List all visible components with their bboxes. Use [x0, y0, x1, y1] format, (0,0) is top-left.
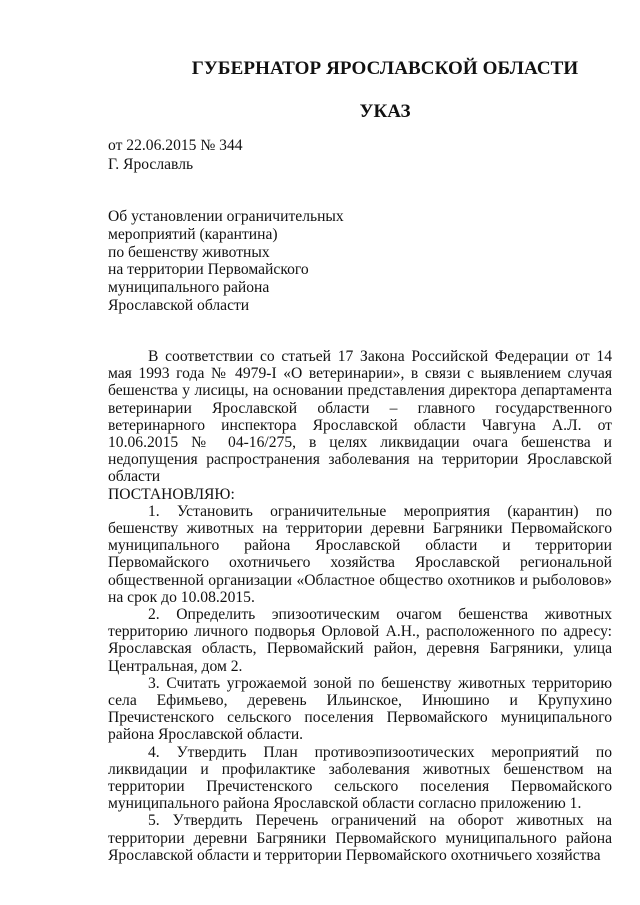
subject-line: Об установлении ограничительных	[108, 208, 344, 225]
subject-line: по бешенству животных	[108, 243, 270, 261]
document-header-title: ГУБЕРНАТОР ЯРОСЛАВСКОЙ ОБЛАСТИ	[191, 58, 579, 79]
subject-line: на территории Первомайского	[108, 261, 309, 279]
decree-subject	[108, 208, 508, 315]
document-meta	[108, 137, 508, 174]
subject-line: муниципального района	[108, 279, 270, 297]
subject-line: мероприятий (карантина)	[108, 225, 278, 243]
decree-body	[108, 348, 612, 864]
city: Г. Ярославль	[108, 155, 194, 173]
preamble-paragraph: В соответствии со статьей 17 Закона Российской Федерации от 14 мая 1993 года № 4979-I «О ветеринарии», в связи с выявлением случая бешенства у лисицы, на основании представления директора департамента ветеринарии Ярославской области – главного государственного ветеринарного инспектора Ярославской области Чавгуна А.Л. от 10.06.2015 № 04-16/275, в целях ликвидации очага бешенства и недопущения распространения заболевания на территории Ярославской области	[108, 348, 612, 486]
decree-item: 1. Установить ограничительные мероприятия (карантин) по бешенству животных на территории деревни Багряники Первомайского муниципального района Ярославской области и территории Первомайского охотничьего хозяйства Ярославской региональной общественной организации «Областное общество охотников и рыболовов» на срок до 10.08.2015.	[108, 502, 612, 606]
document-type: УКАЗ	[359, 101, 411, 122]
decree-item: 3. Считать угрожаемой зоной по бешенству животных территорию села Ефимьево, деревень Ильинское, Инюшино и Крупухино Пречистенского сельского поселения Первомайского муниципального района Ярославской области.	[108, 674, 612, 744]
date-and-number: от 22.06.2015 № 344	[108, 137, 243, 154]
decree-item: 4. Утвердить План противоэпизоотических мероприятий по ликвидации и профилактике заболевания животных бешенством на территории Пречистенского сельского поселения Первомайского муниципального района Ярославской области согласно приложению 1.	[108, 743, 612, 813]
decree-item: 5. Утвердить Перечень ограничений на оборот животных на территории деревни Багряники Первомайского муниципального района Ярославской области и территории Первомайского охотничьего хозяйства	[108, 812, 612, 864]
subject-line: Ярославской области	[108, 296, 250, 314]
decree-item: 2. Определить эпизоотическим очагом бешенства животных территорию личного подворья Орловой А.Н., расположенного по адресу: Ярославская область, Первомайский район, деревня Багряники, улица Центральная, дом 2.	[108, 606, 612, 675]
resolve-heading: ПОСТАНОВЛЯЮ:	[108, 485, 235, 503]
